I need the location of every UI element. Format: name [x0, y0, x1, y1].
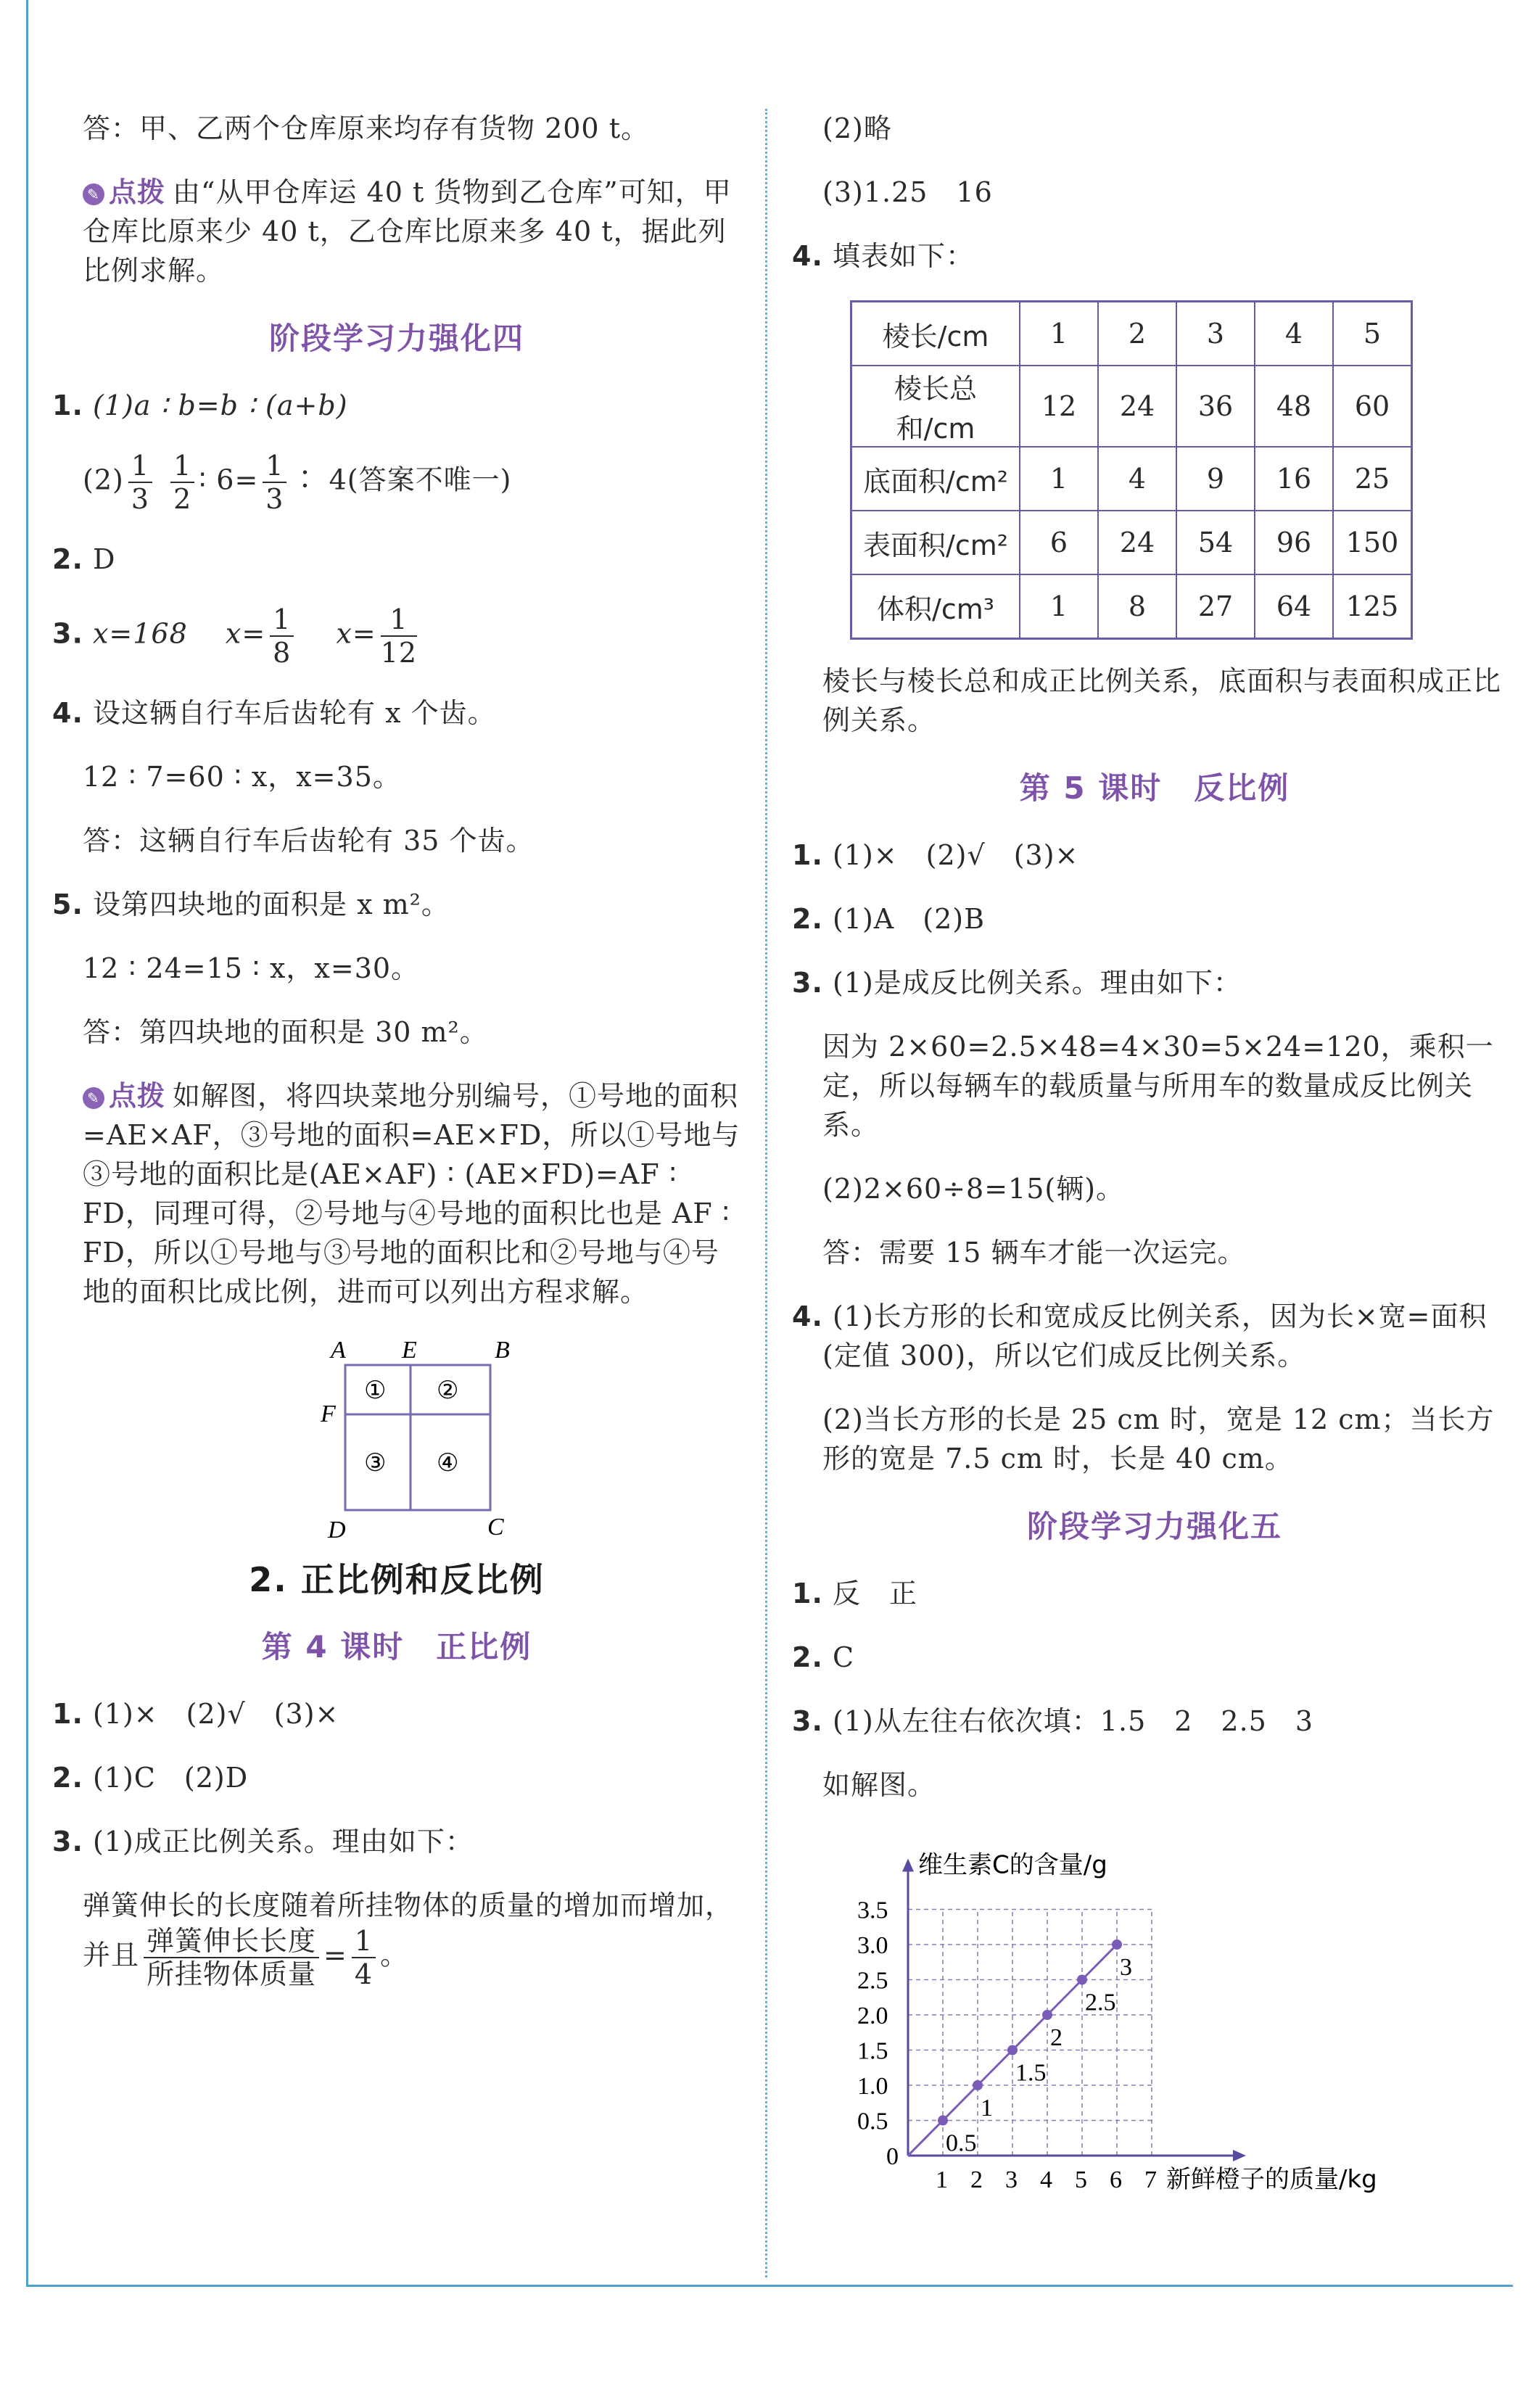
y-tick-label: 2.0	[857, 2003, 888, 2029]
tip-1: ✎ 点拨 由“从甲仓库运 40 t 货物到乙仓库”可知，甲仓库比原来少 40 t，乙仓库比原来多 40 t，据此列比例求解。	[83, 176, 732, 286]
y-tick-label: 2.5	[857, 1967, 888, 1995]
x-tick-label: 4	[1040, 2166, 1052, 2193]
answer-line: 答：甲、乙两个仓库原来均存有货物 200 t。	[83, 112, 649, 144]
section-title-4: 阶段学习力强化四	[268, 321, 524, 356]
q5-a: 5. 设第四块地的面积是 x m²。	[52, 888, 450, 920]
section-title-5: 阶段学习力强化五	[1026, 1509, 1282, 1544]
p3-a: 3. (1)成正比例关系。理由如下：	[52, 1826, 474, 1857]
t2: 2. C	[792, 1641, 855, 1673]
q4-b: 12 ∶ 7=60 ∶ x，x=35。	[83, 761, 401, 793]
q5-c: 答：第四块地的面积是 30 m²。	[83, 1016, 488, 1048]
label-d: D	[328, 1517, 346, 1539]
s3-c: (2)2×60÷8=15(辆)。	[822, 1173, 1125, 1205]
tip-2: ✎ 点拨 如解图，将四块菜地分别编号，①号地的面积=AE×AF，③号地的面积=AE×FD，所以①号地与③号地的面积比是(AE×AF) ∶ (AE×FD)=AF ∶ FD，同理可得，②号地与④号地的面积比也是 AF ∶ FD，所以①号地与③号地的面积比和②号地与④号地的面积比成比例，进而可以列出方程求解。	[83, 1080, 740, 1308]
cube-table	[850, 300, 1413, 640]
s3-a: 3. (1)是成反比例关系。理由如下：	[792, 967, 1242, 999]
t3-b: 如解图。	[822, 1769, 936, 1801]
r4-note: 棱长与棱长总和成正比例关系，底面积与表面积成正比例关系。	[822, 665, 1502, 736]
s3-d: 答：需要 15 辆车才能一次运完。	[822, 1237, 1246, 1269]
x-tick-label: 3	[1005, 2166, 1018, 2193]
data-label: 3	[1120, 1954, 1132, 1981]
t1: 1. 反 正	[792, 1578, 917, 1609]
s2: 2. (1)A (2)B	[792, 903, 986, 935]
p2: 2. (1)C (2)D	[52, 1762, 249, 1794]
lightbulb-icon: ✎	[83, 184, 104, 205]
label-b: B	[495, 1337, 510, 1364]
label-e: E	[402, 1337, 417, 1364]
lesson-4-title: 第 4 课时 正比例	[261, 1629, 532, 1665]
q3: 3. x=168 x= $\frac{1}{8}$ x= $\frac{1}{12}$	[52, 603, 418, 669]
y-tick-label: 1.0	[857, 2073, 888, 2100]
y-axis-label: 维生素C的含量/g	[918, 1850, 1107, 1880]
origin-label: 0	[886, 2143, 899, 2170]
x-tick-label: 6	[1110, 2166, 1122, 2193]
q5-b: 12 ∶ 24=15 ∶ x，x=30。	[83, 952, 420, 984]
chapter-title: 2. 正比例和反比例	[249, 1560, 545, 1599]
y-tick-label: 1.5	[857, 2037, 888, 2065]
y-axis-arrow-icon	[902, 1859, 914, 1872]
data-point	[1042, 2010, 1052, 2020]
table-row: 棱长总和/cm 12 24 36 48 60	[851, 366, 1412, 447]
r2: (3)1.25 16	[822, 176, 993, 208]
left-rule	[26, 2285, 1513, 2287]
table-row: 体积/cm³ 1 8 27 64 125	[851, 574, 1412, 639]
data-point	[1112, 1939, 1122, 1950]
r4: 4. 填表如下：	[792, 240, 974, 272]
plot-1: ①	[364, 1376, 387, 1405]
q4-c: 答：这辆自行车后齿轮有 35 个齿。	[83, 825, 535, 857]
field-diagram	[52, 1336, 741, 1539]
q2: 2. D	[52, 543, 116, 575]
p1: 1. (1)× (2)√ (3)×	[52, 1698, 339, 1730]
data-point	[1007, 2045, 1018, 2056]
p3-b: 弹簧伸长的长度随着所挂物体的质量的增加而增加，并且 $\frac{\text{弹簧伸长长度}}{\text{所挂物体质量}}$ = $\frac{1}{4}$ 。	[83, 1889, 734, 1990]
q1-a: 1. (1)a ∶ b=b ∶ (a+b)	[52, 389, 348, 421]
plot-4: ④	[437, 1448, 459, 1477]
table-row: 底面积/cm² 1 4 9 16 25	[851, 447, 1412, 511]
r1: (2)略	[822, 112, 892, 144]
right-column	[792, 109, 1517, 2221]
y-tick-label: 0.5	[857, 2108, 888, 2135]
q1-b: (2) $\frac{1}{3}$ $\frac{1}{2}$ ∶ 6= $\frac{1}{3}$ ∶ 4(答案不唯一)	[83, 450, 512, 515]
label-f: F	[321, 1401, 336, 1427]
t3-a: 3. (1)从左往右依次填：1.5 2 2.5 3	[792, 1705, 1314, 1737]
s4-b: (2)当长方形的长是 25 cm 时，宽是 12 cm；当长方形的宽是 7.5 cm 时，长是 40 cm。	[822, 1403, 1495, 1475]
data-point	[938, 2116, 948, 2126]
data-label: 1	[981, 2095, 993, 2122]
x-axis-label: 新鲜橙子的质量/kg	[1166, 2165, 1377, 2194]
y-tick-label: 3.5	[857, 1897, 888, 1924]
column-divider	[765, 109, 767, 2277]
label-c: C	[487, 1514, 504, 1539]
q4-a: 4. 设这辆自行车后齿轮有 x 个齿。	[52, 697, 496, 729]
x-tick-label: 5	[1075, 2166, 1087, 2193]
table-row: 表面积/cm² 6 24 54 96 150	[851, 511, 1412, 574]
x-tick-label: 2	[970, 2166, 983, 2193]
left-column	[52, 109, 741, 2015]
s3-b: 因为 2×60=2.5×48=4×30=5×24=120，乘积一定，所以每辆车的载质量与所用车的数量成反比例关系。	[822, 1031, 1494, 1141]
plot-3: ③	[364, 1448, 387, 1477]
data-label: 1.5	[1015, 2059, 1047, 2087]
vitamin-c-chart	[821, 1829, 1474, 2221]
data-label: 0.5	[946, 2129, 977, 2157]
table-row: 棱长/cm 1 2 3 4 5	[851, 302, 1412, 366]
data-point	[973, 2080, 983, 2090]
y-tick-label: 3.0	[857, 1932, 888, 1959]
x-axis-arrow-icon	[1233, 2150, 1246, 2161]
data-point	[1077, 1975, 1087, 1985]
x-tick-label: 1	[936, 2166, 948, 2193]
data-label: 2.5	[1085, 1989, 1116, 2016]
x-tick-label: 7	[1144, 2166, 1157, 2193]
label-a: A	[331, 1337, 346, 1364]
s1: 1. (1)× (2)√ (3)×	[792, 839, 1079, 871]
s4-a: 4. (1)长方形的长和宽成反比例关系，因为长×宽=面积(定值 300)，所以它们成反比例关系。	[792, 1300, 1488, 1372]
top-rule	[26, 0, 28, 2285]
data-label: 2	[1050, 2024, 1063, 2051]
lesson-5-title: 第 5 课时 反比例	[1019, 770, 1290, 806]
plot-2: ②	[437, 1376, 459, 1405]
lightbulb-icon: ✎	[83, 1087, 104, 1109]
